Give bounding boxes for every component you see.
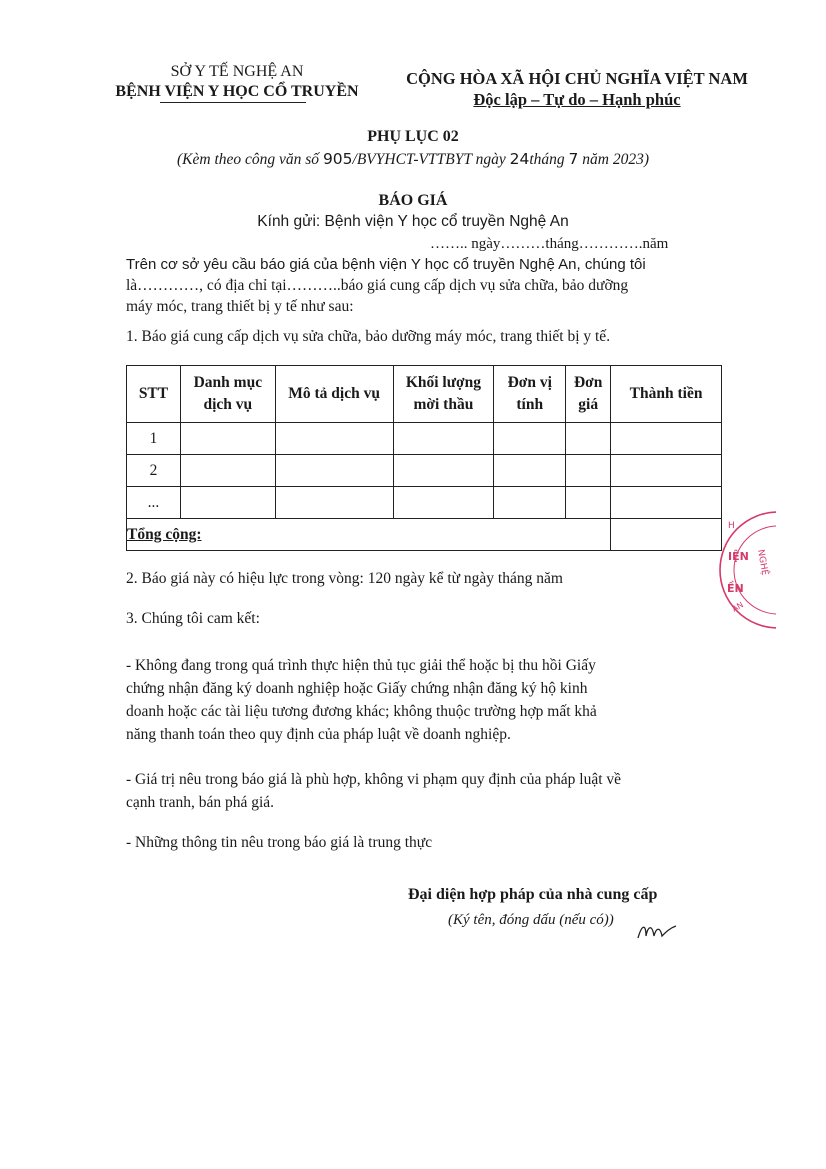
table-row [127,455,722,487]
doc-number-handwritten: 905 [322,150,353,168]
table-cell [494,487,566,519]
commitment-3: - Những thông tin nêu trong báo giá là trung thực [126,834,433,851]
appendix-sub-suffix: năm 2023) [582,151,649,168]
table-cell [275,455,393,487]
row-index: ... [127,487,181,519]
signature-subtitle: (Ký tên, đóng dấu (nếu có)) [448,912,614,928]
table-cell [566,455,611,487]
table-cell [275,487,393,519]
col-header-unit: Đơn vị tính [494,366,566,423]
table-cell [393,423,494,455]
section-3-heading: 3. Chúng tôi cam kết: [126,610,260,627]
total-label: Tổng cộng: [127,519,611,551]
intro-line-1: Trên cơ sở yêu cầu báo giá của bệnh viện Y học cổ truyền Nghệ An, chúng tôi [126,256,646,273]
appendix-sub-mid1: /BVYHCT-VTTBYT ngày [352,151,510,168]
table-cell [275,423,393,455]
table-cell [494,423,566,455]
col-header-amount: Thành tiền [611,366,722,423]
table-header-row [127,366,722,423]
hospital-name [92,82,382,102]
table-cell [566,487,611,519]
commitment-2 [126,768,621,814]
svg-text:IỆN: IỆN [728,550,749,563]
commitment-1-line-1: - Không đang trong quá trình thực hiện thủ tục giải thể hoặc bị thu hồi Giấy [126,657,596,674]
commitment-1-line-3: doanh hoặc các tài liệu tương đương khác; không thuộc trường hợp mất khả [126,703,597,720]
col-header-quantity: Khối lượng mời thầu [393,366,494,423]
commitment-1 [126,654,597,746]
intro-line-2: là…………, có địa chỉ tại………..báo giá cung cấp dịch vụ sửa chữa, bảo dưỡng [126,277,629,294]
section-1-heading: 1. Báo giá cung cấp dịch vụ sửa chữa, bảo dưỡng máy móc, trang thiết bị y tế. [126,328,611,345]
svg-text:H: H [728,521,735,531]
col-header-service: Danh mục dịch vụ [180,366,275,423]
hospital-underline [160,102,306,103]
table-row [127,487,722,519]
row-index: 1 [127,423,181,455]
country-name: CỘNG HÒA XÃ HỘI CHỦ NGHĨA VIỆT NAM [406,69,748,88]
col-header-description: Mô tả dịch vụ [275,366,393,423]
recipient-line: Kính gửi: Bệnh viện Y học cổ truyền Nghệ An [257,213,569,230]
national-motto-block [388,68,766,110]
appendix-sub-prefix: (Kèm theo công văn số [177,151,323,168]
svg-text:NGHỆ: NGHỆ [755,548,770,577]
table-cell [611,487,722,519]
table-cell [393,455,494,487]
date-line: …….. ngày………tháng………….năm [430,236,669,252]
row-index: 2 [127,455,181,487]
day-handwritten: 24 [509,150,530,168]
intro-line-3: máy móc, trang thiết bị y tế như sau: [126,298,354,315]
commitment-2-line-2: cạnh tranh, bán phá giá. [126,794,275,811]
svg-text:AN: AN [730,600,745,614]
col-header-unit-price: Đơn giá [566,366,611,423]
appendix-sub-mid2: tháng [529,151,569,168]
quotation-table [126,365,722,551]
red-stamp-icon [714,508,776,638]
department-name: SỞ Y TẾ NGHỆ AN [170,63,304,80]
col-header-stt: STT [127,366,181,423]
total-amount-cell [611,519,722,551]
table-cell [494,455,566,487]
table-cell [180,455,275,487]
commitment-1-line-4: năng thanh toán theo quy định của pháp luật về doanh nghiệp. [126,726,511,743]
table-cell [393,487,494,519]
table-cell [611,423,722,455]
quote-title: BÁO GIÁ [378,192,448,209]
commitment-2-line-1: - Giá trị nêu trong báo giá là phù hợp, không vi phạm quy định của pháp luật về [126,771,622,788]
month-handwritten: 7 [568,150,579,168]
commitment-1-line-2: chứng nhận đăng ký doanh nghiệp hoặc Giấy chứng nhận đăng ký hộ kinh [126,680,588,697]
issuer-block [92,62,382,102]
table-cell [566,423,611,455]
table-total-row [127,519,722,551]
table-cell [180,487,275,519]
appendix-subtitle [0,150,826,169]
section-2-validity: 2. Báo giá này có hiệu lực trong vòng: 120 ngày kể từ ngày tháng năm [126,570,563,587]
signature-scribble-icon [634,918,680,946]
table-row [127,423,722,455]
table-cell [611,455,722,487]
motto: Độc lập – Tự do – Hạnh phúc [473,90,681,109]
appendix-title: PHỤ LỤC 02 [367,128,459,145]
table-cell [180,423,275,455]
svg-text:ỀN: ỀN [727,582,744,595]
hospital-name-text: BỆNH VIỆN Y HỌC CỔ TRUYỀN [115,83,359,100]
signature-title: Đại diện hợp pháp của nhà cung cấp [408,886,658,903]
